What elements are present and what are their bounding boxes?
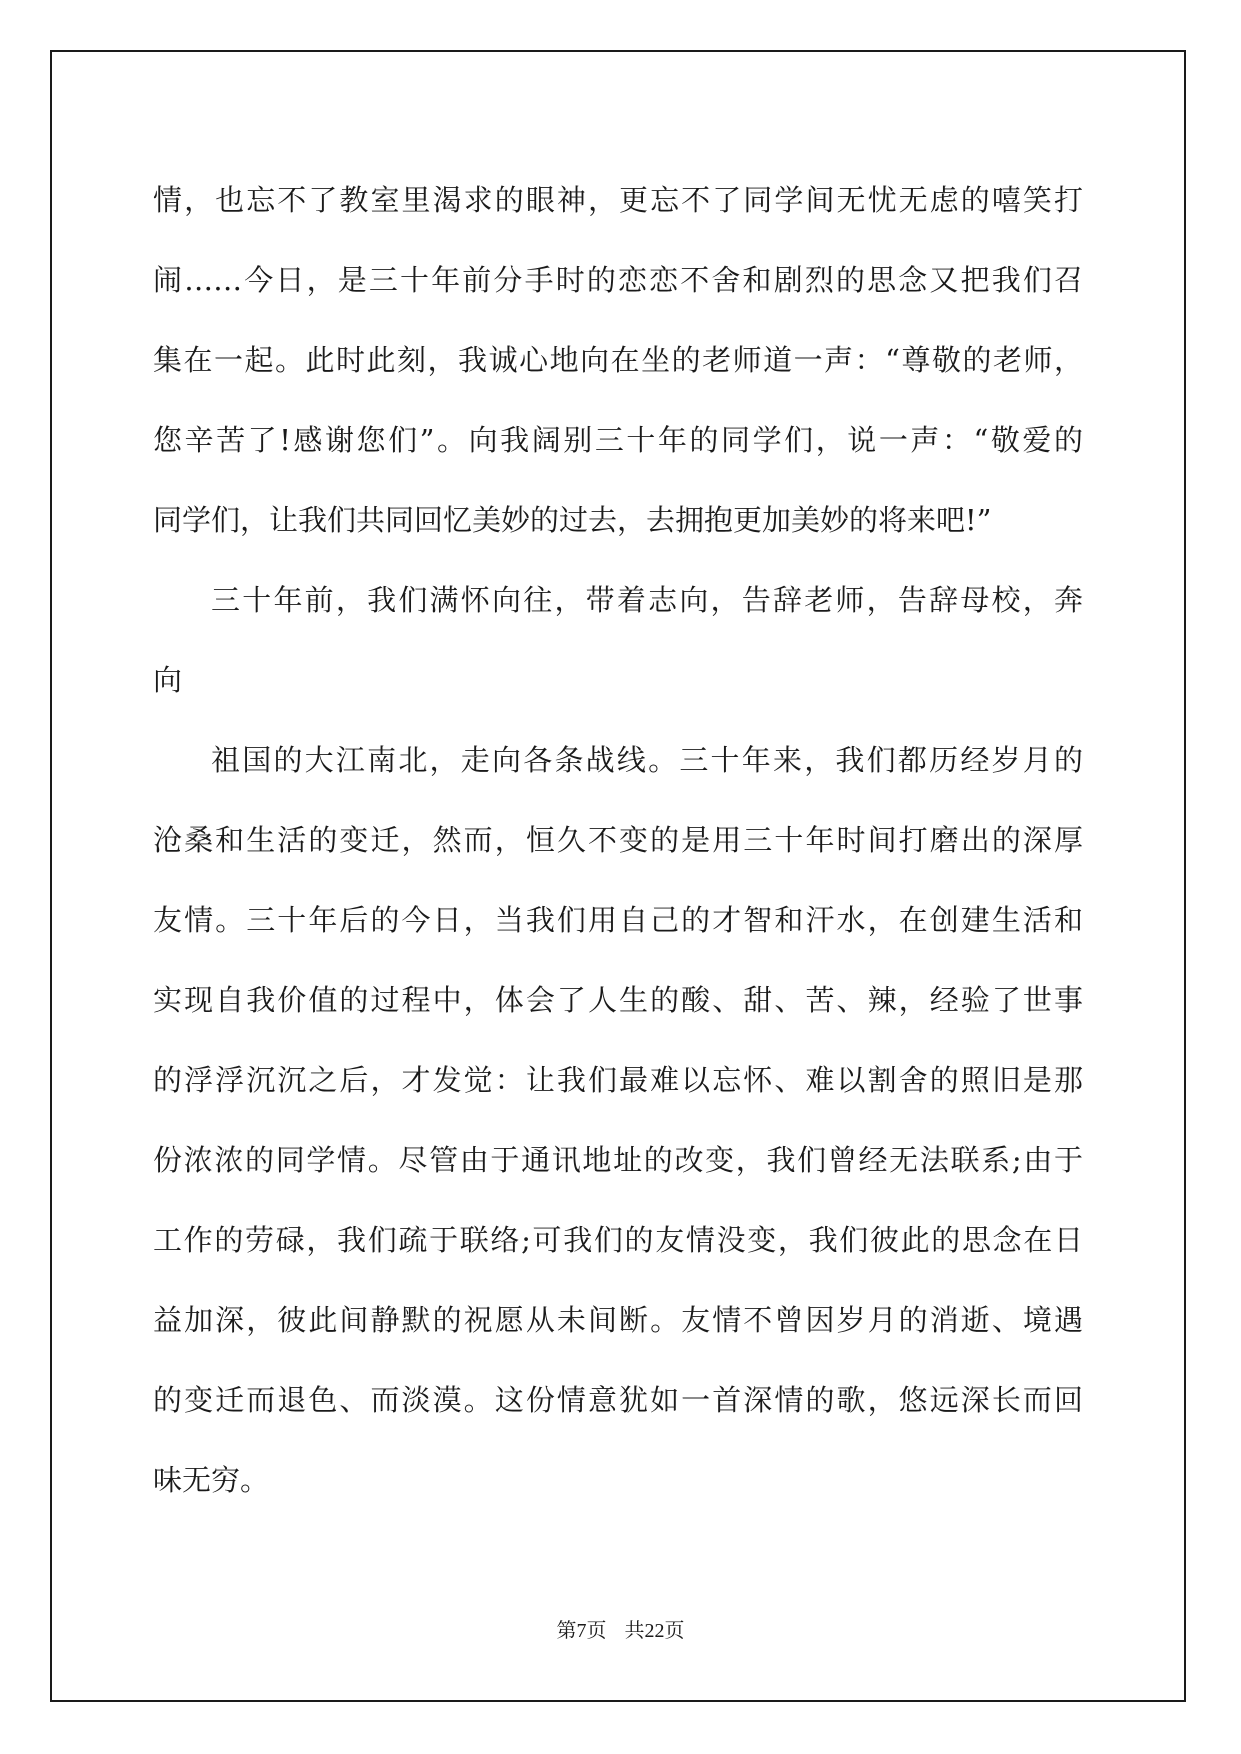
- page-total: 共22页: [624, 1620, 685, 1642]
- text-line: 沧桑和生活的变迁，然而，恒久不变的是用三十年时间打磨出的深厚: [153, 823, 1083, 857]
- page-number: 第7页: [556, 1620, 607, 1642]
- text-line: 份浓浓的同学情。尽管由于通讯地址的改变，我们曾经无法联系;由于: [153, 1143, 1083, 1177]
- text-line: 工作的劳碌，我们疏于联络;可我们的友情没变，我们彼此的思念在日: [153, 1223, 1083, 1257]
- text-line: 的浮浮沉沉之后，才发觉：让我们最难以忘怀、难以割舍的照旧是那: [153, 1063, 1083, 1097]
- paragraph-first-line: 三十年前，我们满怀向往，带着志向，告辞老师，告辞母校，奔: [211, 583, 1083, 617]
- text-line: 益加深，彼此间静默的祝愿从未间断。友情不曾因岁月的消逝、境遇: [153, 1303, 1083, 1337]
- page-footer: [0, 1614, 1241, 1643]
- text-line: 的变迁而退色、而淡漠。这份情意犹如一首深情的歌，悠远深长而回: [153, 1383, 1083, 1417]
- text-line: 情，也忘不了教室里渴求的眼神，更忘不了同学间无忧无虑的嘻笑打: [153, 183, 1083, 217]
- text-line: 实现自我价值的过程中，体会了人生的酸、甜、苦、辣，经验了世事: [153, 983, 1083, 1017]
- text-line: 味无穷。: [153, 1463, 270, 1497]
- text-line: 同学们，让我们共同回忆美妙的过去，去拥抱更加美妙的将来吧!”: [153, 503, 992, 537]
- text-line: 友情。三十年后的今日，当我们用自己的才智和汗水，在创建生活和: [153, 903, 1083, 937]
- text-line: 向: [153, 663, 183, 697]
- text-line: 您辛苦了!感谢您们”。向我阔别三十年的同学们，说一声：“敬爱的: [153, 423, 1083, 457]
- paragraph-first-line: 祖国的大江南北，走向各条战线。三十年来，我们都历经岁月的: [211, 743, 1083, 777]
- document-body: [153, 160, 1083, 1520]
- text-line: 闹……今日，是三十年前分手时的恋恋不舍和剧烈的思念又把我们召: [153, 263, 1083, 297]
- text-line: 集在一起。此时此刻，我诚心地向在坐的老师道一声：“尊敬的老师，: [153, 343, 1083, 377]
